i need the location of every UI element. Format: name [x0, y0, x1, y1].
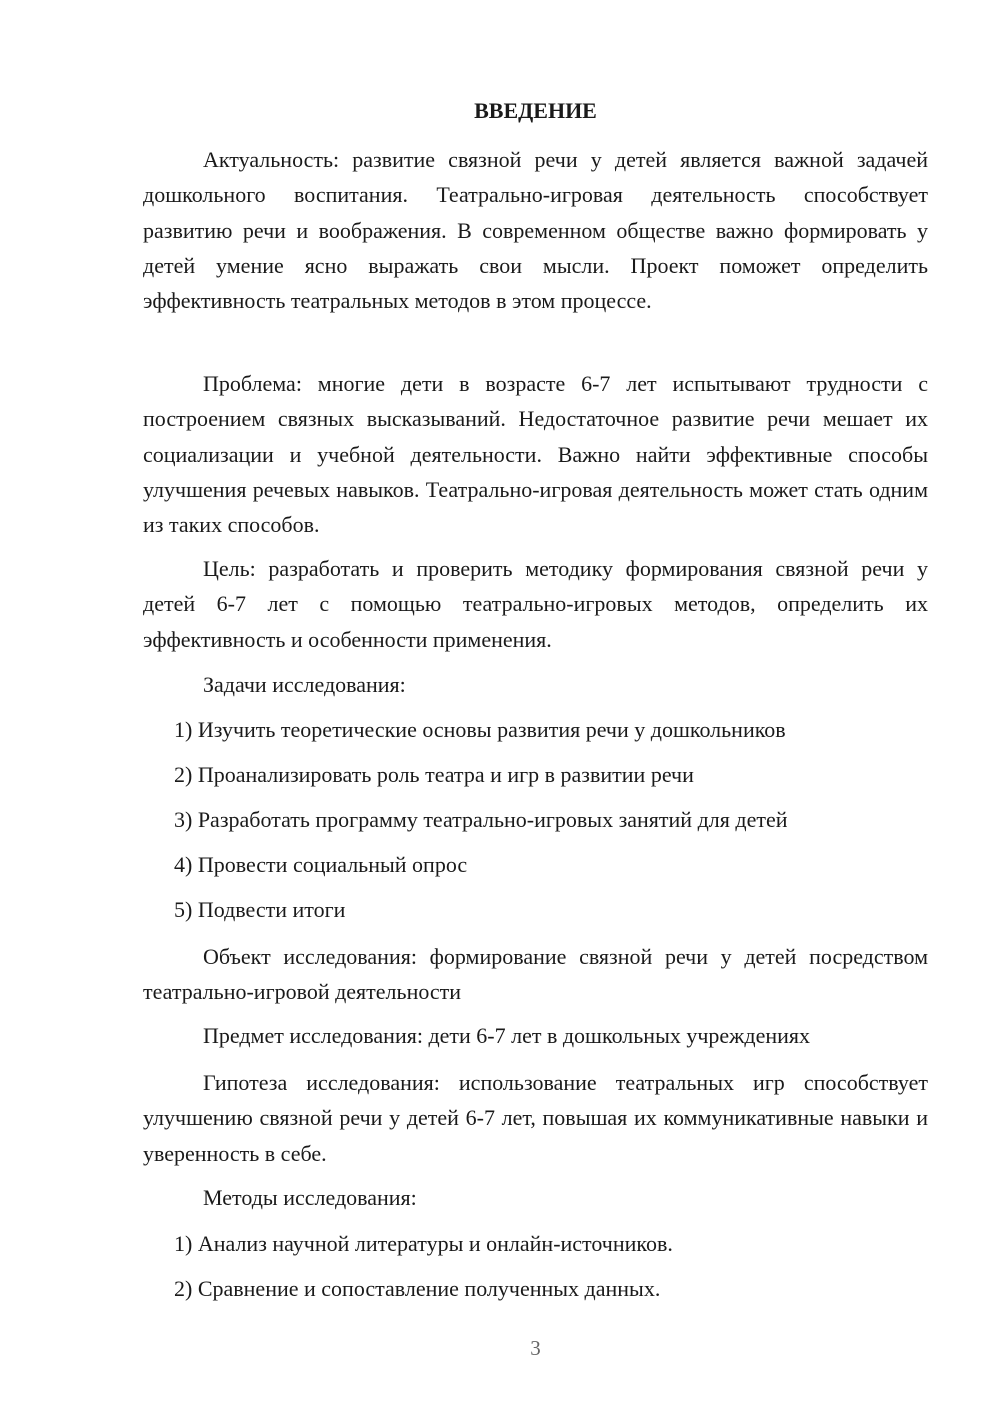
hypothesis-paragraph: Гипотеза исследования: использование театральных игр способствует улучшению связной речи у детей 6-7 лет, повышая их коммуникативные навыки и уверенность в себе. [143, 1070, 928, 1166]
problem-paragraph: Проблема: многие дети в возрасте 6-7 лет испытывают трудности с построением связных высказываний. Недостаточное развитие речи мешает их социализации и учебной деятельности. Важно найти эффективные способы улучшения речевых навыков. Театрально-игровая деятельность может стать одним из таких способов. [143, 371, 928, 538]
goal-paragraph: Цель: разработать и проверить методику формирования связной речи у детей 6-7 лет с помощью театрально-игровых методов, определить их эффективность и особенности применения. [143, 556, 928, 652]
method-item-2: 2) Сравнение и сопоставление полученных данных. [174, 1276, 661, 1301]
tasks-title: Задачи исследования: [203, 672, 406, 697]
methods-title: Методы исследования: [203, 1185, 417, 1210]
task-item-1: 1) Изучить теоретические основы развития речи у дошкольников [174, 717, 786, 742]
task-item-5: 5) Подвести итоги [174, 897, 346, 922]
relevance-paragraph: Актуальность: развитие связной речи у детей является важной задачей дошкольного воспитания. Театрально-игровая деятельность способствует развитию речи и воображения. В современном обществе важно формировать у детей умение ясно выражать свои мысли. Проект поможет определить эффективность театральных методов в этом процессе. [143, 147, 928, 314]
task-item-2: 2) Проанализировать роль театра и игр в развитии речи [174, 762, 694, 787]
task-item-4: 4) Провести социальный опрос [174, 852, 468, 877]
subject-paragraph: Предмет исследования: дети 6-7 лет в дошкольных учреждениях [203, 1023, 810, 1048]
object-paragraph: Объект исследования: формирование связной речи у детей посредством театрально-игровой деятельности [143, 944, 928, 1005]
task-item-3: 3) Разработать программу театрально-игровых занятий для детей [174, 807, 788, 832]
method-item-1: 1) Анализ научной литературы и онлайн-источников. [174, 1231, 673, 1256]
page-number: 3 [530, 1336, 541, 1360]
section-heading: ВВЕДЕНИЕ [474, 98, 597, 123]
